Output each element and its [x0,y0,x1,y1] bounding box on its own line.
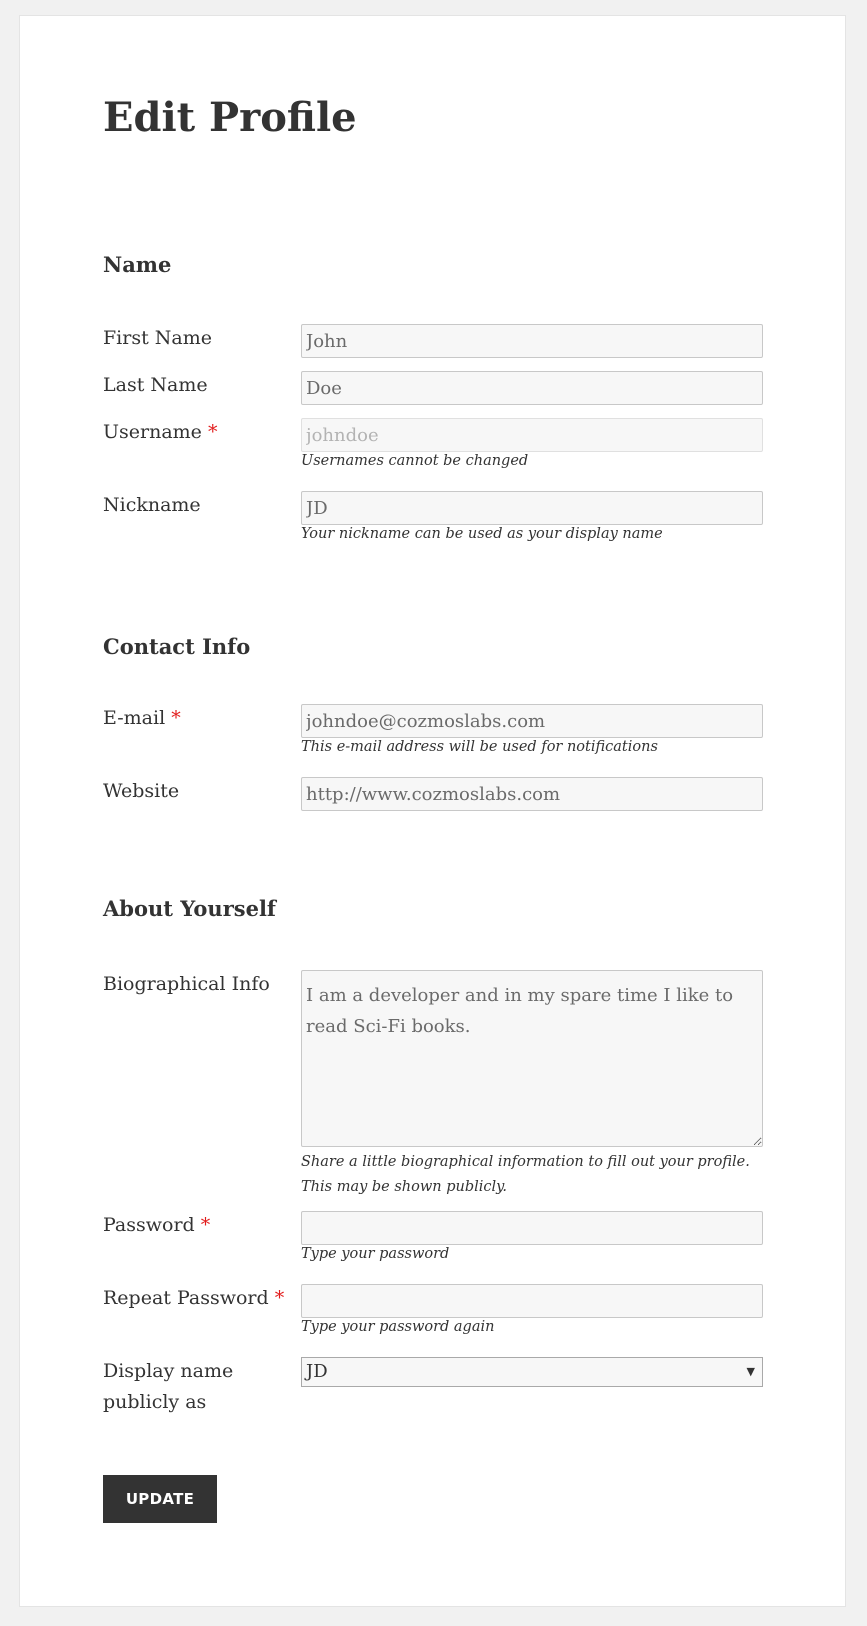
nickname-label: Nickname [103,494,201,516]
repeat-password-label-text: Repeat Password [103,1287,269,1309]
password-input[interactable] [301,1211,763,1245]
repeat-password-label [103,1283,284,1314]
username-label [103,417,217,448]
password-label [103,1210,210,1241]
website-input[interactable] [301,777,763,811]
section-heading-name: Name [103,252,172,277]
display-name-selected-value: JD [306,1361,328,1382]
password-hint: Type your password [301,1246,450,1262]
bio-hint-line-1: Share a little biographical information to fill out your profile. [301,1154,750,1170]
required-marker: * [171,707,181,729]
section-heading-about: About Yourself [103,896,276,921]
dropdown-arrow-icon: ▼ [746,1365,755,1378]
display-name-label: Display name publicly as [103,1360,234,1413]
email-label-text: E-mail [103,707,166,729]
email-hint: This e-mail address will be used for notifications [301,739,658,755]
password-label-text: Password [103,1214,195,1236]
username-label-text: Username [103,421,202,443]
username-hint: Usernames cannot be changed [301,453,529,469]
first-name-input[interactable] [301,324,763,358]
website-label: Website [103,780,180,802]
bio-hint-line-2: This may be shown publicly. [301,1179,508,1195]
repeat-password-hint: Type your password again [301,1319,495,1335]
nickname-hint: Your nickname can be used as your display name [301,526,663,542]
page-title: Edit Profile [103,94,357,141]
display-name-select[interactable] [301,1357,763,1387]
bio-textarea[interactable] [301,970,763,1147]
email-label [103,703,181,734]
repeat-password-input[interactable] [301,1284,763,1318]
first-name-label: First Name [103,327,212,349]
required-marker: * [200,1214,211,1236]
update-button[interactable]: UPDATE [103,1475,217,1523]
last-name-input[interactable] [301,371,763,405]
bio-label: Biographical Info [103,973,270,995]
last-name-label: Last Name [103,374,208,396]
required-marker: * [274,1287,285,1309]
nickname-input[interactable] [301,491,763,525]
section-heading-contact: Contact Info [103,634,251,659]
email-input[interactable] [301,704,763,738]
username-input [301,418,763,452]
profile-card [19,15,846,1607]
required-marker: * [207,421,218,443]
